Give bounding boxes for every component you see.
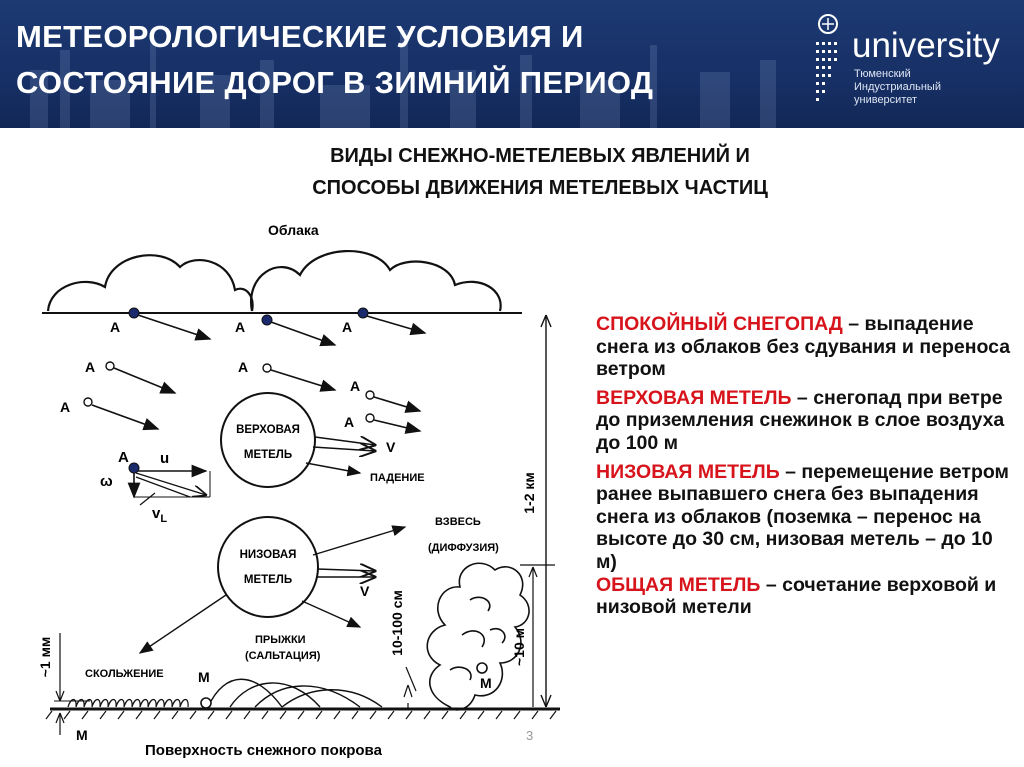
text-ground-blizzard: – перемещение ветром ранее выпавшего снега без выпадения снега из облаков (поземка – перенос на высоте до 30 см, низовая метель – до 10 м) (596, 460, 1009, 573)
logo-wordmark: university (852, 26, 1000, 65)
particle-a-8: А (344, 414, 355, 430)
upper-blizzard-label-2: МЕТЕЛЬ (243, 449, 293, 461)
title-line-2: СОСТОЯНИЕ ДОРОГ В ЗИМНИЙ ПЕРИОД (16, 65, 654, 100)
m-label-left: М (76, 727, 88, 743)
saltation-label-1: ПРЫЖКИ (255, 634, 306, 646)
logo-subtitle (854, 68, 941, 107)
saltation-label-2: (САЛЬТАЦИЯ) (245, 650, 321, 662)
ground-arrow-1 (313, 527, 405, 555)
desc-upper-blizzard (596, 387, 1016, 455)
term-ground-blizzard: НИЗОВАЯ МЕТЕЛЬ (596, 460, 780, 483)
header-banner (0, 0, 1024, 128)
page-number: 3 (526, 728, 534, 743)
height-label-1-2km: 1-2 км (521, 472, 537, 514)
surface-label: Поверхность снежного покрова (145, 742, 382, 759)
vl-label-v: v (152, 505, 161, 522)
clouds-label: Облака (268, 222, 319, 238)
suspension-label-2: (ДИФФУЗИЯ) (428, 542, 499, 554)
height-label-1mm: ~1 мм (37, 636, 53, 678)
particle-open-arrow-4 (374, 397, 420, 411)
particle-open-3 (263, 364, 271, 372)
ground-arrow-4 (302, 601, 360, 627)
particle-arrow-1 (138, 315, 210, 339)
particle-a-3: А (342, 319, 353, 335)
saltation-arcs (208, 679, 382, 707)
term-calm-snowfall: СПОКОЙНЫЙ СНЕГОПАД (596, 313, 843, 335)
vl-label (152, 505, 167, 525)
upper-blizzard-circle (221, 393, 425, 487)
particle-open-arrow-5 (374, 420, 420, 431)
university-logo (812, 10, 1012, 116)
subtitle-line-2: СПОСОБЫ ДВИЖЕНИЯ МЕТЕЛЕВЫХ ЧАСТИЦ (312, 177, 768, 199)
particle-a-5: А (60, 399, 71, 415)
term-general-blizzard: ОБЩАЯ МЕТЕЛЬ (596, 573, 761, 596)
v-label-ground: V (360, 583, 370, 599)
vector-particle-label: А (118, 449, 129, 466)
text-upper-blizzard: – снегопад при ветре до приземления снежинок в слое воздуха до 100 м (596, 386, 1005, 454)
page-title (16, 14, 776, 106)
ground-blizzard-label-2: МЕТЕЛЬ (243, 574, 293, 586)
velocity-vectors (100, 449, 210, 525)
sliding-label: СКОЛЬЖЕНИЕ (85, 668, 164, 680)
upper-arrow-2 (313, 447, 375, 451)
clouds-shape (48, 251, 501, 311)
height-scale-1mm (37, 633, 90, 735)
snow-surface (46, 709, 560, 719)
logo-sub-line-1: Тюменский (854, 68, 911, 80)
text-general-blizzard: – сочетание верховой и низовой метели (596, 573, 997, 619)
height-label-10m: ~10 м (511, 628, 527, 666)
desc-general-blizzard (596, 574, 1016, 619)
height-label-10-100cm: 10-100 см (389, 590, 405, 656)
upper-arrow-1 (315, 437, 375, 445)
particle-a-6: А (238, 359, 249, 375)
section-subtitle (180, 140, 900, 204)
particle-a-1: А (110, 319, 121, 335)
ground-blizzard-circle (140, 517, 405, 653)
particle-open-4 (366, 391, 374, 399)
subtitle-line-1: ВИДЫ СНЕЖНО-МЕТЕЛЕВЫХ ЯВЛЕНИЙ И (330, 145, 750, 167)
text-calm-snowfall: – выпадение снега из облаков без сдувания и переноса ветром (596, 313, 1011, 381)
v-label-upper: V (386, 439, 396, 455)
term-upper-blizzard: ВЕРХОВАЯ МЕТЕЛЬ (596, 386, 792, 409)
omega-label: ω (100, 473, 113, 490)
saltation-particle (201, 698, 211, 708)
logo-sub-line-2: Индустриальный (854, 81, 941, 93)
upper-arrow-3 (306, 463, 360, 473)
falling-label: ПАДЕНИЕ (370, 472, 425, 484)
particle-open-arrow-3 (271, 370, 335, 390)
particle-open-1 (106, 362, 114, 370)
ground-blizzard-label-1: НИЗОВАЯ (239, 549, 297, 561)
ground-arrow-5 (140, 595, 226, 653)
particle-open-arrow-2 (92, 405, 158, 429)
m-label-right: М (480, 675, 492, 691)
title-line-1: МЕТЕОРОЛОГИЧЕСКИЕ УСЛОВИЯ И (16, 19, 584, 54)
m-label-mid: М (198, 669, 210, 685)
particle-open-5 (366, 414, 374, 422)
blizzard-descriptions (596, 313, 1016, 625)
suspension-label-1: ВЗВЕСЬ (435, 516, 481, 528)
ground-arrow-2 (317, 569, 375, 571)
particle-a-7: А (350, 378, 361, 394)
height-scale-10-100cm (389, 590, 416, 709)
particle-arrow-2 (271, 322, 335, 345)
particle-filled-2 (262, 315, 272, 325)
suspension-particle (477, 663, 487, 673)
particle-open-2 (84, 398, 92, 406)
logo-sub-line-3: университет (854, 94, 918, 106)
vl-label-sub: L (160, 513, 168, 525)
particle-open-arrow-1 (114, 368, 175, 393)
snowstorm-diagram (30, 215, 590, 765)
particle-a-4: А (85, 359, 96, 375)
desc-ground-blizzard (596, 461, 1016, 574)
u-label: u (160, 450, 170, 467)
logo-mark-icon (812, 10, 852, 110)
particle-filled-3 (358, 308, 368, 318)
particle-filled-1 (129, 308, 139, 318)
resultant-vector (136, 473, 206, 495)
vector-particle (129, 463, 139, 473)
desc-calm-snowfall (596, 313, 1016, 381)
vl-pointer (140, 493, 155, 505)
particle-arrow-3 (367, 316, 425, 333)
particle-a-2: А (235, 319, 246, 335)
upper-blizzard-label-1: ВЕРХОВАЯ (236, 424, 300, 436)
